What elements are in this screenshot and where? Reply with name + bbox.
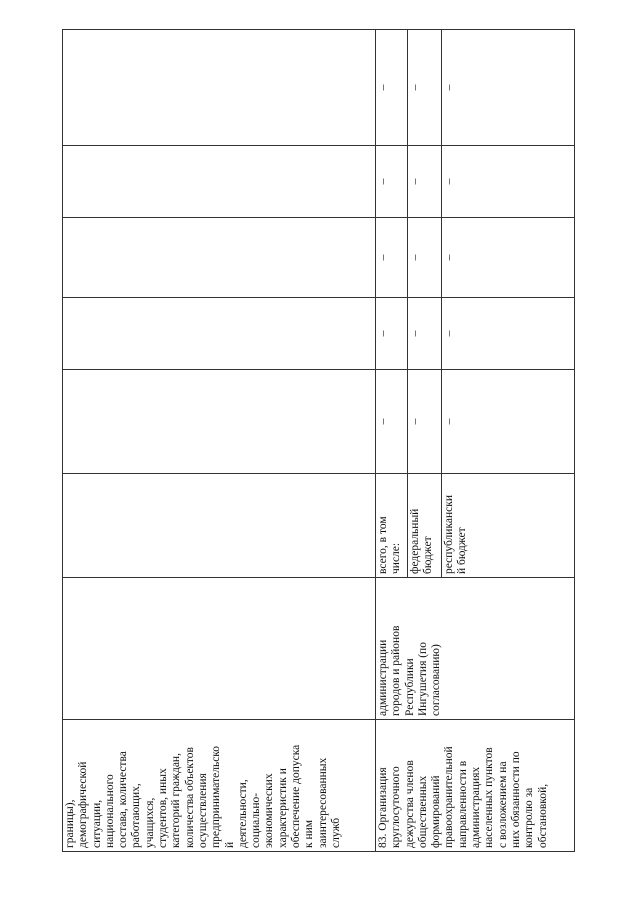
- executor-cell-empty: [63, 578, 376, 720]
- rotated-table-page: [62, 30, 566, 852]
- funding-total-cell: всего, в том числе:: [376, 474, 408, 578]
- dash-republican-4: –: [442, 146, 575, 218]
- dash-total-2: –: [376, 298, 408, 370]
- funding-cell-empty: [63, 474, 376, 578]
- dash-republican-2: –: [442, 298, 575, 370]
- value-cell-empty-4: [63, 146, 376, 218]
- dash-federal-4: –: [408, 146, 442, 218]
- dash-total-3: –: [376, 218, 408, 298]
- dash-federal-1: –: [408, 370, 442, 474]
- program-table: [62, 29, 575, 852]
- dash-total-4: –: [376, 146, 408, 218]
- dash-federal-3: –: [408, 218, 442, 298]
- measure-83-cell: 83. Организация круглосуточного дежурства членов общественных формирований правоохранительной направленности в администрациях населенных пунктов с возложением на них обязанности по контролю за обстановкой,: [376, 720, 575, 852]
- value-cell-empty-3: [63, 218, 376, 298]
- funding-federal-cell: федеральный бюджет: [408, 474, 442, 578]
- value-cell-empty-1: [63, 370, 376, 474]
- executor-83-cell: администрации городов и районов Республики Ингушетия (по согласованию): [376, 578, 575, 720]
- funding-republican-cell: республикански й бюджет: [442, 474, 575, 578]
- dash-republican-1: –: [442, 370, 575, 474]
- value-cell-empty-5: [63, 30, 376, 146]
- measure-cell-continued: границы), демографической ситуации, национального состава, количества работающих, учащихся, студентов, иных категорий граждан, количества объектов осуществления предпринимательско й деятельности, социально- экономических характеристик и обеспечение допуска к ним заинтересованных служб: [63, 720, 376, 852]
- dash-federal-5: –: [408, 30, 442, 146]
- dash-republican-3: –: [442, 218, 575, 298]
- dash-total-5: –: [376, 30, 408, 146]
- dash-republican-5: –: [442, 30, 575, 146]
- value-cell-empty-2: [63, 298, 376, 370]
- dash-total-1: –: [376, 370, 408, 474]
- dash-federal-2: –: [408, 298, 442, 370]
